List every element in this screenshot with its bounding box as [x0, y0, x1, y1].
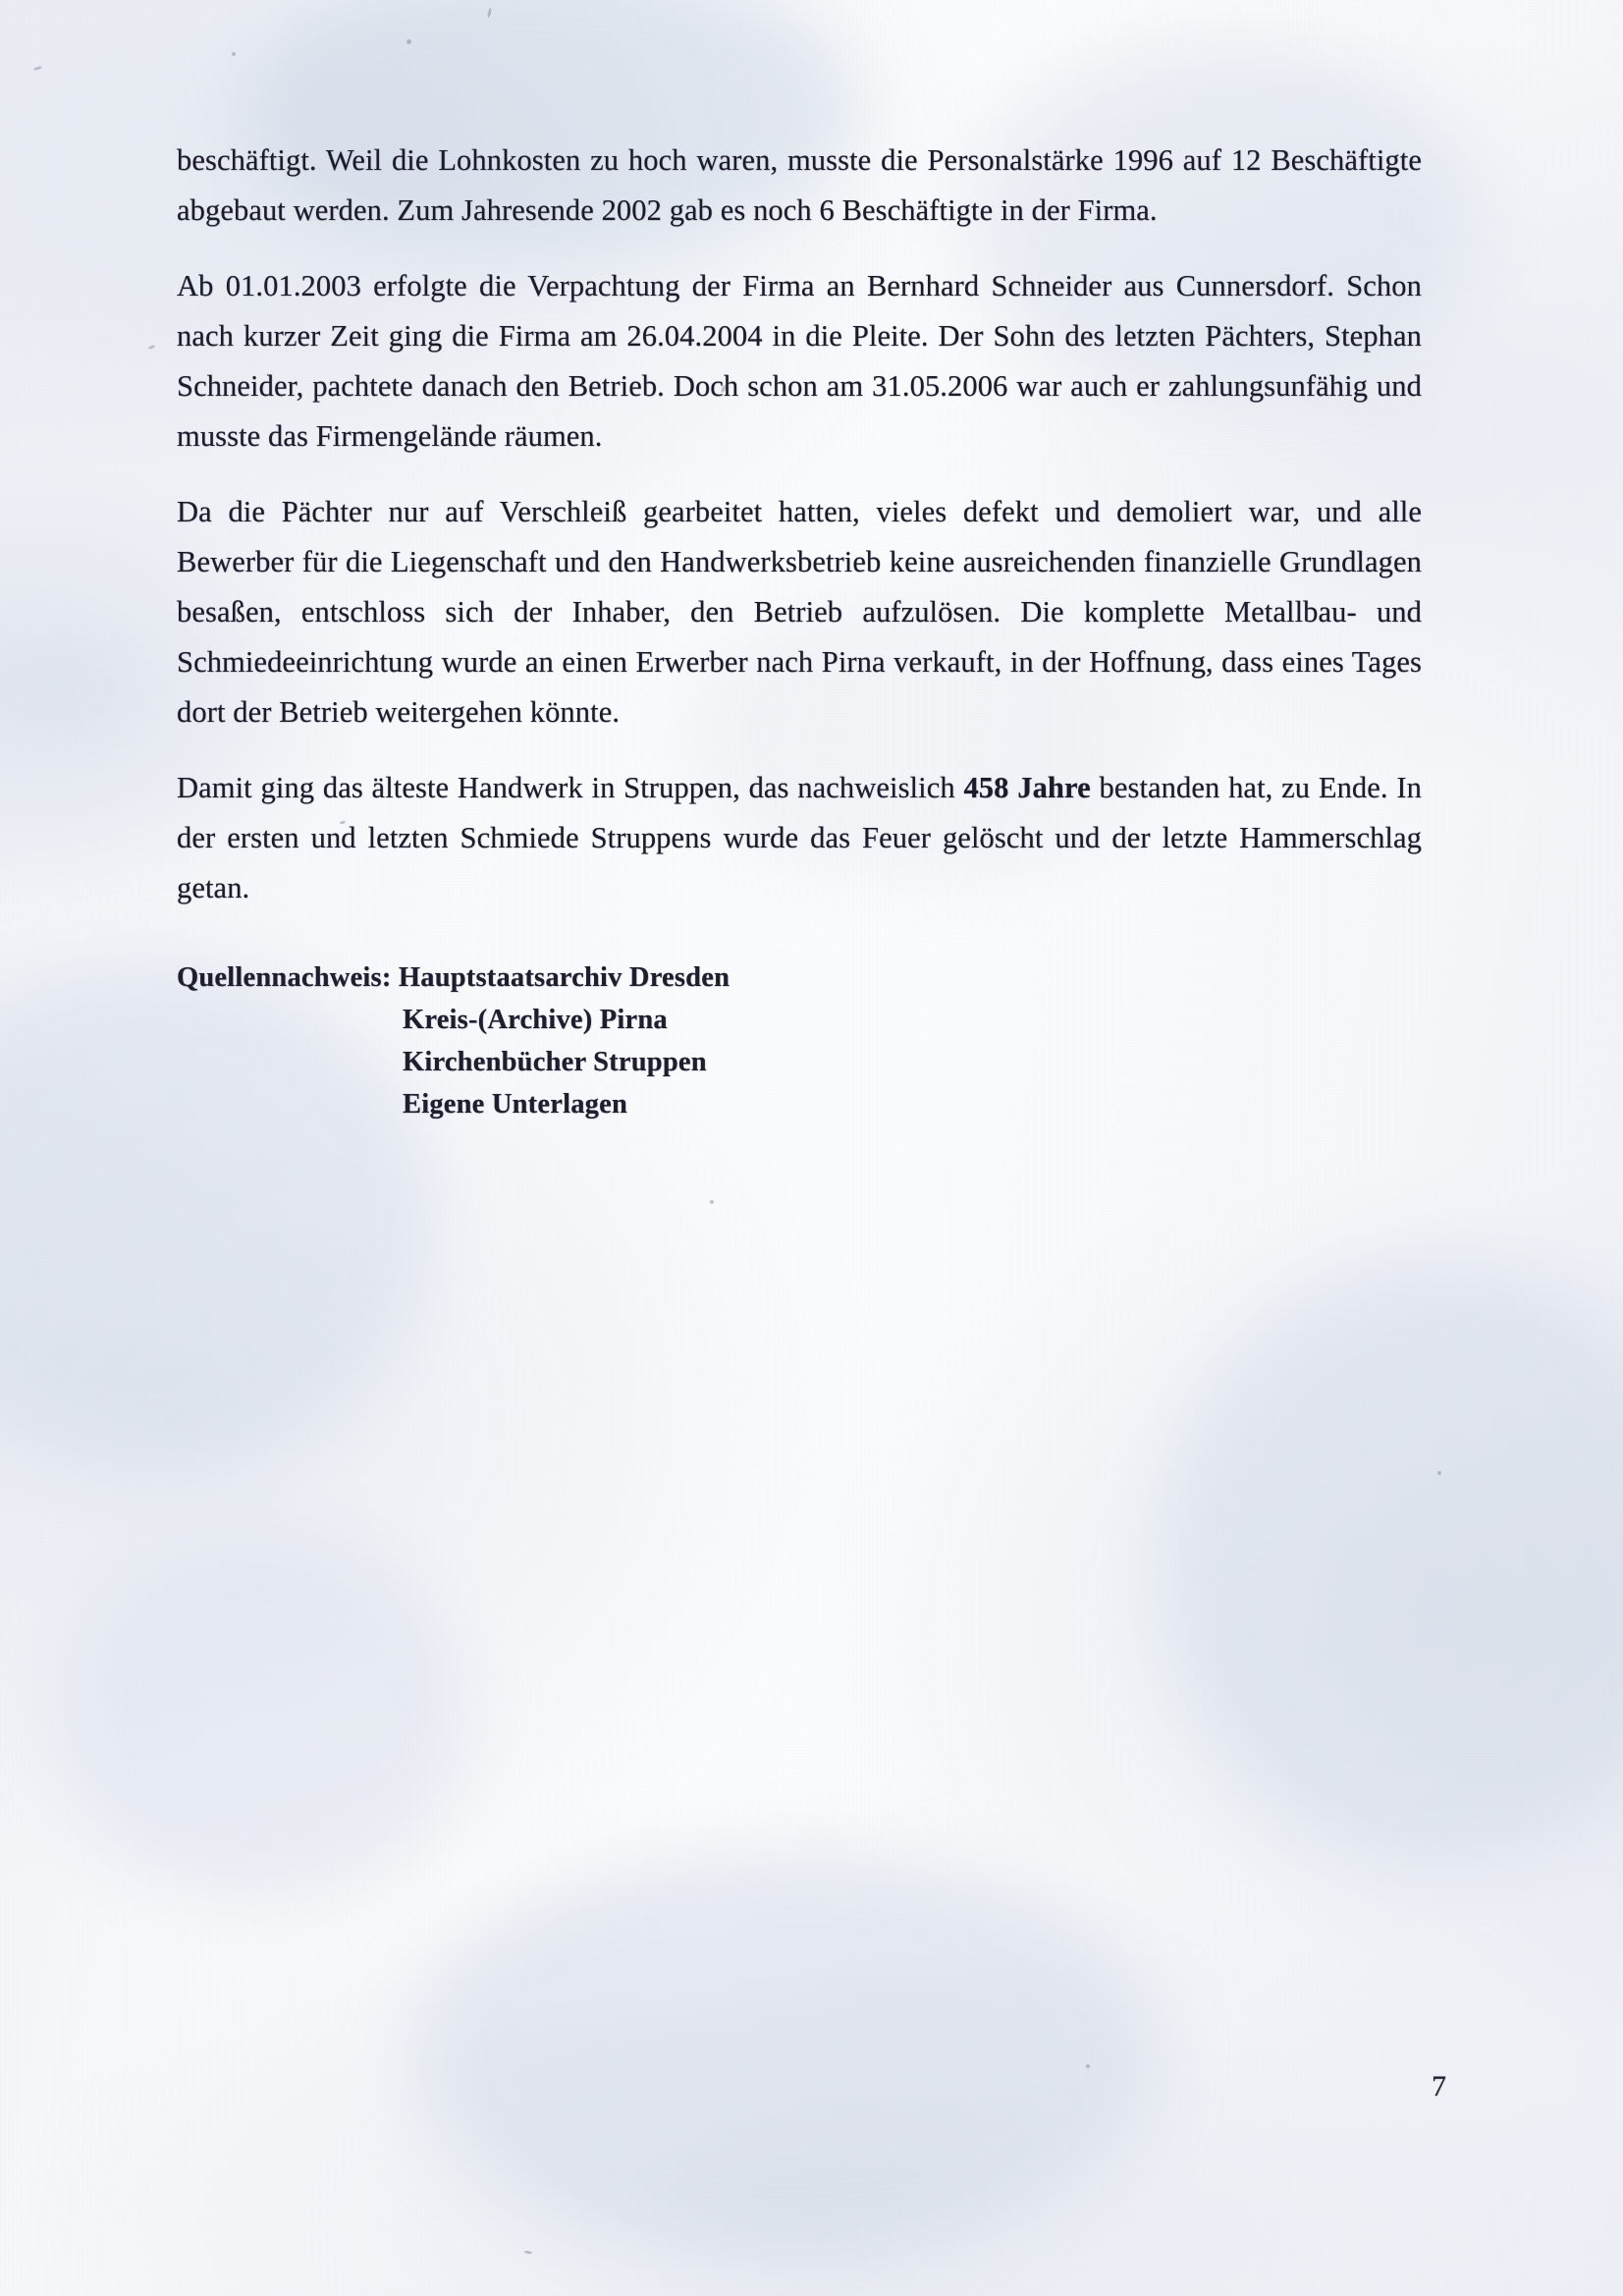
paragraph-2: Ab 01.01.2003 erfolgte die Verpachtung der Firma an Bernhard Schneider aus Cunnersdorf. Schon nach kurzer Zeit ging die Firma am 26.04.2004 in die Pleite. Der Sohn des letzten Pächters, Stephan Schneider, pachtete danach den Betrieb. Doch schon am 31.05.2006 war auch er zahlungsunfähig und musste das Firmengelände räumen.	[177, 269, 1422, 453]
sources-item-3: Eigene Unterlagen	[403, 1089, 627, 1120]
document-body	[177, 136, 1422, 1125]
sources-item-0: Hauptstaatsarchiv Dresden	[398, 962, 730, 993]
scan-speck	[148, 345, 156, 350]
paragraph-4	[177, 763, 1422, 913]
scan-speck	[406, 39, 411, 44]
sources-block	[177, 957, 1422, 1125]
paragraph-1: beschäftigt. Weil die Lohnkosten zu hoch waren, musste die Personalstärke 1996 auf 12 Beschäftigte abgebaut werden. Zum Jahresende 2002 gab es noch 6 Beschäftigte in der Firma.	[177, 143, 1422, 227]
sources-item-1: Kreis-(Archive) Pirna	[403, 1005, 668, 1035]
paragraph-4-text-after-emphasis: bestanden hat, zu Ende. In der ersten und letzten Schmiede Struppens wurde das Feuer gelöscht und der letzte Hammerschlag getan.	[177, 771, 1423, 904]
page-number: 7	[1432, 2070, 1446, 2103]
scan-speck	[1437, 1471, 1441, 1475]
sources-first-line	[177, 957, 1422, 999]
scan-speck	[710, 1200, 714, 1204]
scan-speck	[232, 52, 236, 56]
sources-label: Quellennachweis:	[177, 962, 392, 993]
paragraph-4-text-before-emphasis: Damit ging das älteste Handwerk in Struppen, das nachweislich	[177, 771, 964, 804]
scan-speck	[524, 2250, 532, 2254]
paper-shading-blotch	[1159, 1257, 1623, 1866]
paper-shading-blotch	[59, 1532, 471, 1905]
sources-item-2: Kirchenbücher Struppen	[403, 1047, 707, 1077]
scan-speck	[487, 8, 492, 18]
paragraph-3: Da die Pächter nur auf Verschleiß gearbeitet hatten, vieles defekt und demoliert war, und alle Bewerber für die Liegenschaft und den Handwerksbetrieb keine ausreichenden finanzielle Grundlagen besaßen, entschloss sich der Inhaber, den Betrieb aufzulösen. Die komplette Metallbau- und Schmiedeeinrichtung wurde an einen Erwerber nach Pirna verkauft, in der Hoffnung, dass eines Tages dort der Betrieb weitergehen könnte.	[177, 495, 1422, 729]
scan-speck	[1086, 2064, 1090, 2068]
paper-shading-blotch	[412, 1846, 1159, 2259]
scan-speck	[33, 66, 42, 72]
paragraph-4-emphasis-years: 458 Jahre	[963, 771, 1091, 804]
